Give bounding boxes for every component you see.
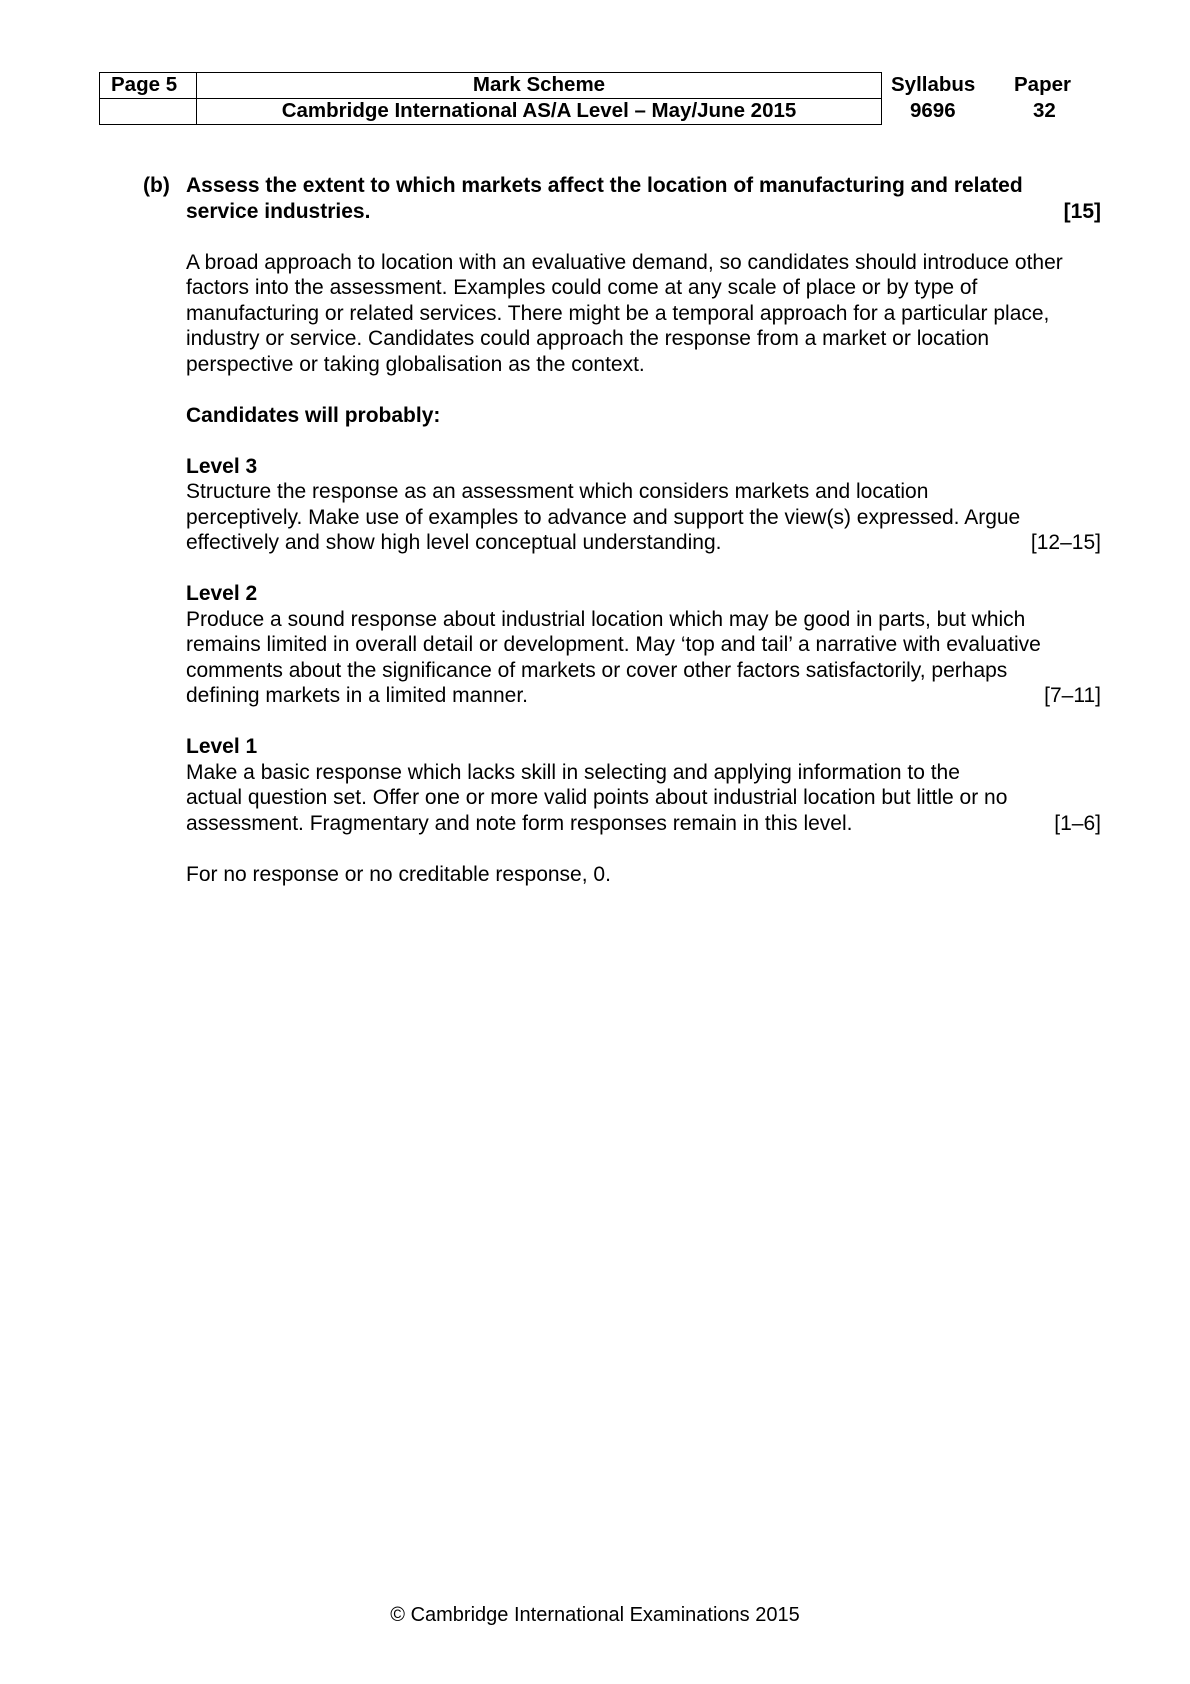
question-marks: [15] — [1063, 199, 1101, 223]
level-1-marks: [1–6] — [1054, 811, 1101, 835]
level-1-block — [186, 734, 1101, 836]
level-1-last: assessment. Fragmentary and note form responses remain in this level. — [186, 811, 853, 835]
level-2-line3: comments about the significance of markets or cover other factors satisfactorily, perhaps — [186, 658, 1008, 682]
syllabus-label: Syllabus — [891, 73, 976, 96]
level-1-line1: Make a basic response which lacks skill in selecting and applying information to the — [186, 760, 960, 784]
question-label: (b) — [143, 174, 170, 197]
level-2-last: defining markets in a limited manner. — [186, 684, 528, 707]
level-1-line2: actual question set. Offer one or more valid points about industrial location but little or no — [186, 786, 1008, 809]
syllabus-value: 9696 — [910, 99, 956, 122]
level-3-last-row — [186, 530, 1101, 556]
level-2-title: Level 2 — [186, 582, 258, 605]
level-3-block — [186, 454, 1101, 556]
level-3-title: Level 3 — [186, 454, 258, 478]
level-2-line1: Produce a sound response about industrial location which may be good in parts, but which — [186, 607, 1026, 631]
question-text-line2: service industries. — [186, 199, 371, 223]
level-3-marks: [12–15] — [1030, 531, 1101, 554]
level-2-line2: remains limited in overall detail or development. May ‘top and tail’ a narrative with evaluative — [186, 633, 1041, 656]
question-text-line1: Assess the extent to which markets affect the location of manufacturing and related — [186, 174, 1023, 197]
level-3-line2: perceptively. Make use of examples to advance and support the view(s) expressed. Argue — [186, 505, 1021, 529]
intro-paragraph: A broad approach to location with an evaluative demand, so candidates should introduce other factors into the assessment. Examples could come at any scale of place or by type of manufacturing or related services. There might be a temporal approach for a particular place, industry or service. Candidates could approach the response from a market or location perspective or taking globalisation as the context. — [186, 250, 1063, 376]
paper-value: 32 — [1033, 99, 1056, 122]
header-rule-left — [99, 98, 196, 99]
mark-scheme-content — [186, 173, 1101, 887]
page-label: Page 5 — [111, 73, 178, 96]
level-2-last-row — [186, 683, 1101, 709]
candidates-heading: Candidates will probably: — [186, 403, 441, 427]
no-response-note: For no response or no creditable response, 0. — [186, 862, 611, 886]
copyright-footer: © Cambridge International Examinations 2015 — [390, 1604, 800, 1626]
level-2-marks: [7–11] — [1044, 684, 1101, 707]
level-2-block — [186, 581, 1101, 709]
question-text-line2-row — [186, 199, 1101, 225]
paper-label: Paper — [1014, 73, 1071, 96]
level-1-title: Level 1 — [186, 735, 258, 758]
level-1-last-row — [186, 811, 1101, 837]
qualification-label: Cambridge International AS/A Level – May/June 2015 — [281, 99, 797, 122]
level-3-line1: Structure the response as an assessment which considers markets and location — [186, 480, 929, 503]
level-3-last: effectively and show high level conceptual understanding. — [186, 531, 722, 554]
mark-scheme-label: Mark Scheme — [472, 73, 606, 96]
